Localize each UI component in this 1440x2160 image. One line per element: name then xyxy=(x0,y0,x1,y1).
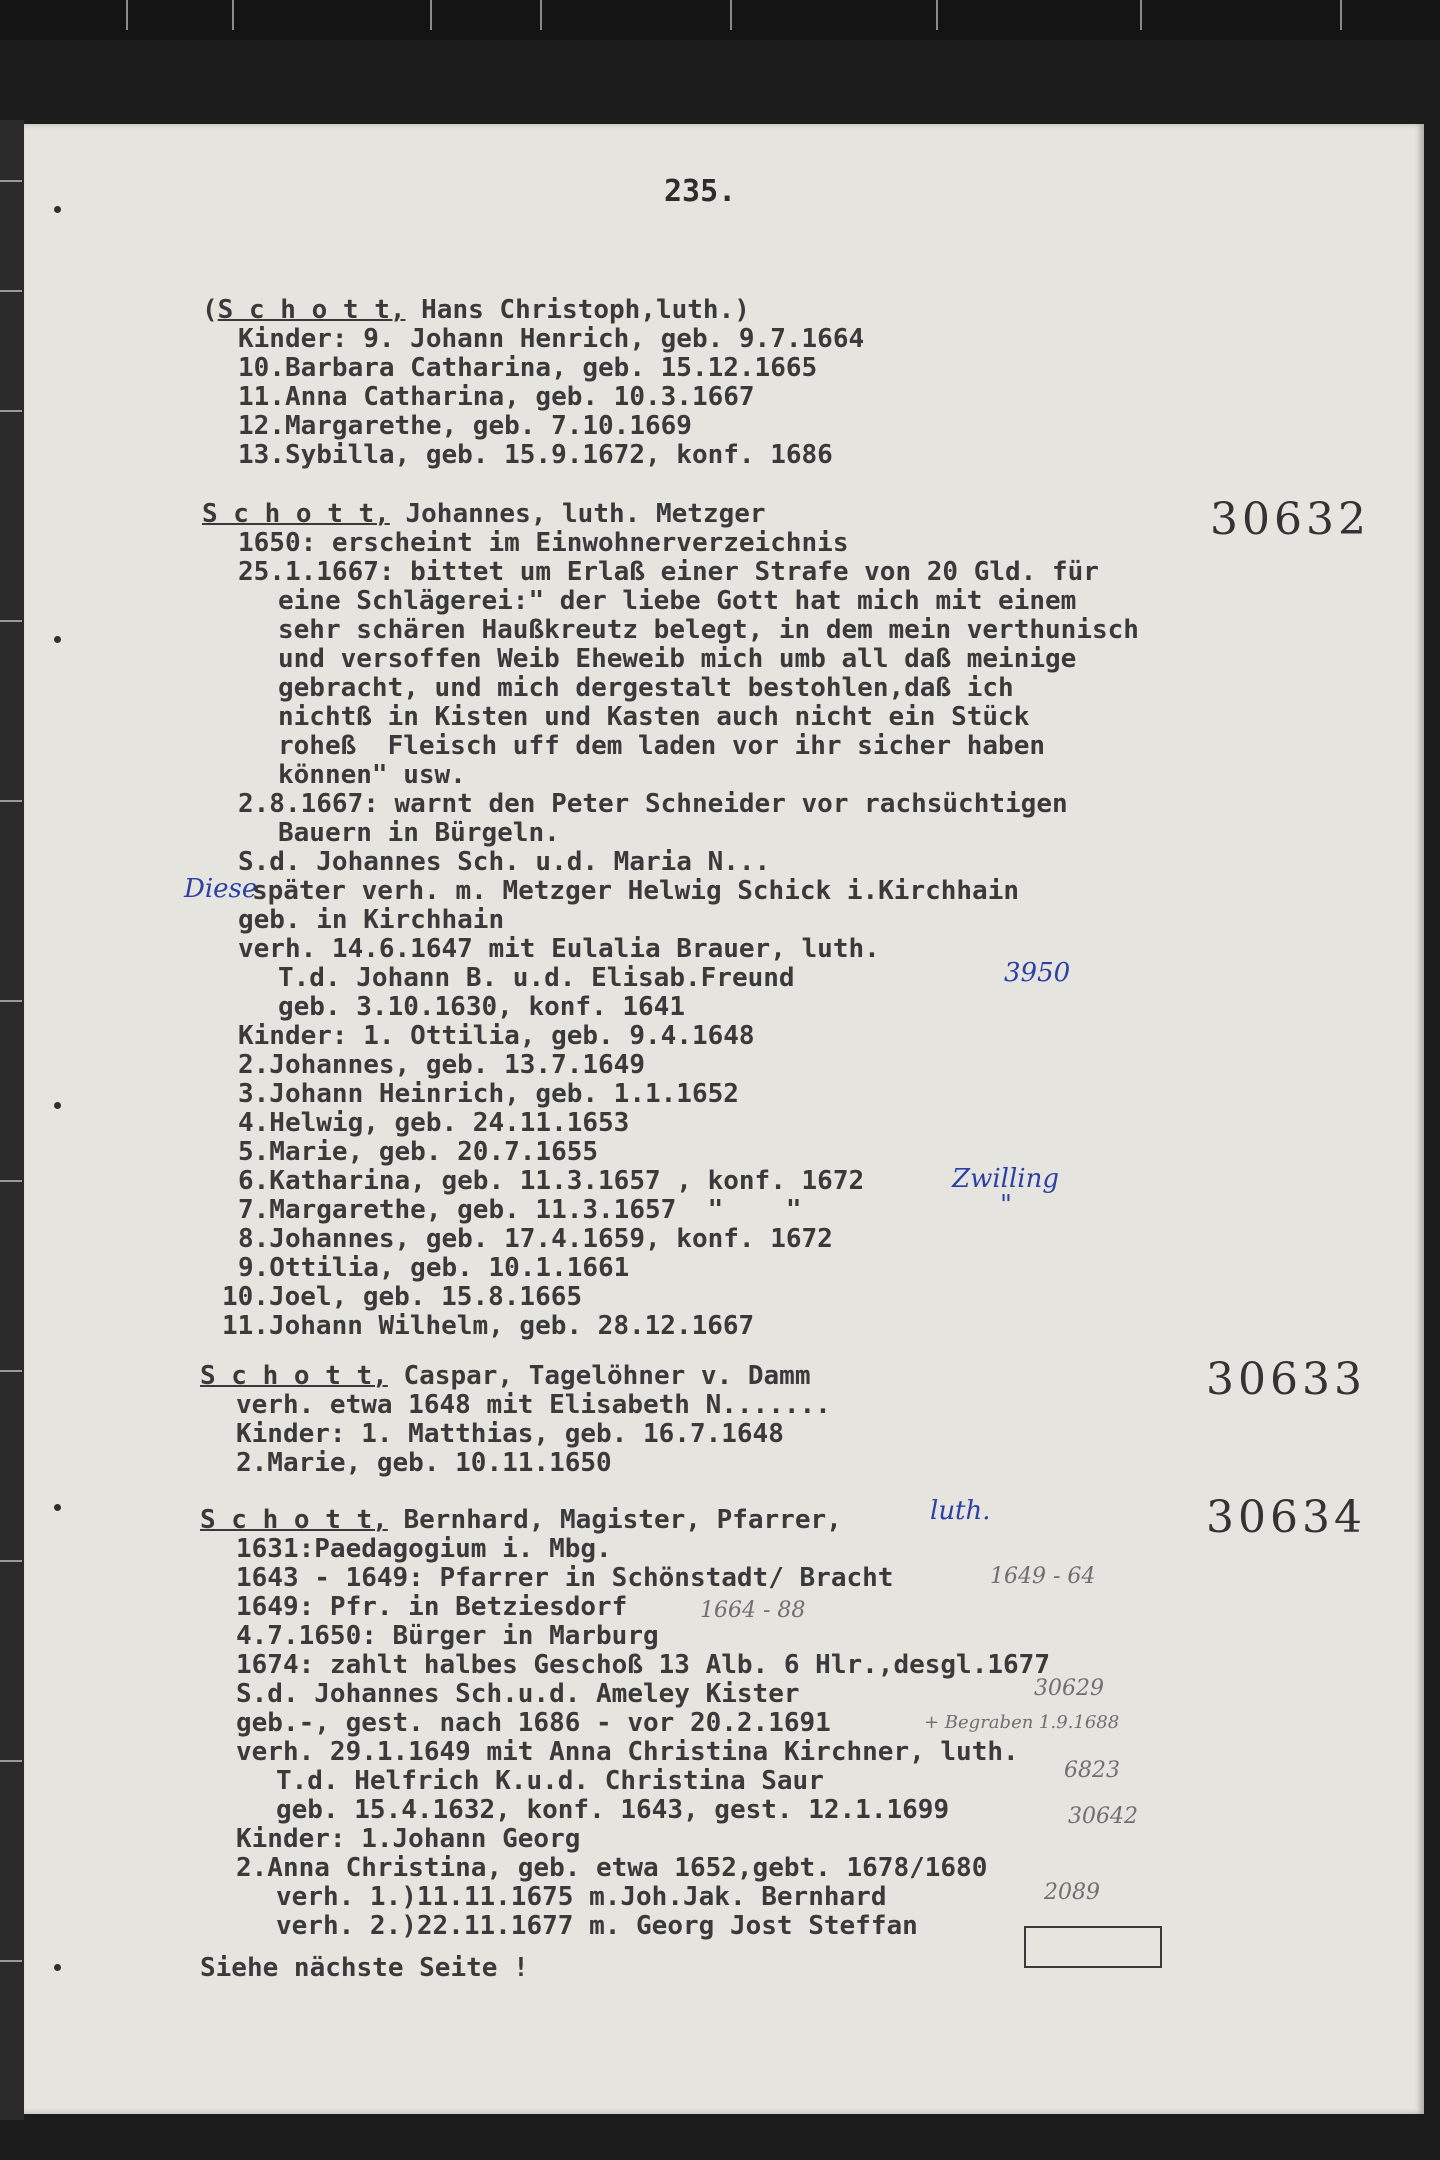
punch-hole xyxy=(54,1504,61,1511)
surname: S c h o t t, xyxy=(200,1361,388,1391)
film-left-edge xyxy=(0,120,24,2120)
entry-line: geb. 3.10.1630, konf. 1641 xyxy=(278,992,685,1022)
surname: S c h o t t, xyxy=(217,295,406,325)
entry-line: 9.Ottilia, geb. 10.1.1661 xyxy=(238,1253,630,1283)
entry-line: 6.Katharina, geb. 11.3.1657 , konf. 1672 xyxy=(238,1166,865,1196)
entry-line: verh. 2.)22.11.1677 m. Georg Jost Steffan xyxy=(276,1911,918,1941)
record-number: 30634 xyxy=(1206,1492,1366,1543)
entry-line: gebracht, und mich dergestalt bestohlen,daß ich xyxy=(278,673,1014,703)
entry-line: Kinder: 1. Matthias, geb. 16.7.1648 xyxy=(236,1419,784,1449)
entry-line: 12.Margarethe, geb. 7.10.1669 xyxy=(238,411,692,441)
entry-line: 7.Margarethe, geb. 11.3.1657 " " xyxy=(238,1195,802,1225)
punch-hole xyxy=(54,636,61,643)
entry-line: T.d. Helfrich K.u.d. Christina Saur xyxy=(276,1766,824,1796)
entry-heading: (S c h o t t, Hans Christoph,luth.) xyxy=(202,295,750,325)
entry-line: 2.8.1667: warnt den Peter Schneider vor rachsüchtigen xyxy=(238,789,1068,819)
entry-line: verh. 14.6.1647 mit Eulalia Brauer, luth. xyxy=(238,934,880,964)
handwritten-note: 30629 xyxy=(1034,1676,1104,1701)
entry-line: verh. etwa 1648 mit Elisabeth N....... xyxy=(236,1390,831,1420)
entry-line: 10.Joel, geb. 15.8.1665 xyxy=(222,1282,583,1312)
surname: S c h o t t, xyxy=(200,1505,388,1535)
film-top-strip xyxy=(0,0,1440,40)
entry-line: geb.-, gest. nach 1686 - vor 20.2.1691 xyxy=(236,1708,831,1738)
entry-line: später verh. m. Metzger Helwig Schick i.Kirchhain xyxy=(252,876,1020,906)
entry-heading: S c h o t t, Bernhard, Magister, Pfarrer, xyxy=(200,1505,842,1535)
handwritten-note: Zwilling xyxy=(952,1164,1059,1194)
record-number: 30632 xyxy=(1210,494,1370,545)
surname: S c h o t t, xyxy=(202,499,390,529)
entry-line: und versoffen Weib Eheweib mich umb all daß meinige xyxy=(278,644,1077,674)
document-page xyxy=(24,124,1424,2114)
punch-hole xyxy=(54,1964,61,1971)
entry-line: 2.Johannes, geb. 13.7.1649 xyxy=(238,1050,645,1080)
entry-line: 4.Helwig, geb. 24.11.1653 xyxy=(238,1108,630,1138)
entry-line: S.d. Johannes Sch.u.d. Ameley Kister xyxy=(236,1679,800,1709)
handwritten-note: 1664 - 88 xyxy=(700,1598,806,1623)
entry-line: 2.Anna Christina, geb. etwa 1652,gebt. 1678/1680 xyxy=(236,1853,988,1883)
handwritten-note: + Begraben 1.9.1688 xyxy=(924,1712,1120,1733)
entry-line: 1649: Pfr. in Betziesdorf xyxy=(236,1592,628,1622)
handwritten-note: luth. xyxy=(930,1496,991,1526)
entry-line: roheß Fleisch uff dem laden vor ihr sicher haben xyxy=(278,731,1046,761)
entry-line: Bauern in Bürgeln. xyxy=(278,818,560,848)
handwritten-note: " xyxy=(1000,1190,1012,1220)
entry-line: 1631:Paedagogium i. Mbg. xyxy=(236,1534,612,1564)
entry-line: 1674: zahlt halbes Geschoß 13 Alb. 6 Hlr.,desgl.1677 xyxy=(236,1650,1050,1680)
page-number: 235. xyxy=(664,174,737,209)
handwritten-note: 1649 - 64 xyxy=(990,1564,1096,1589)
entry-line: T.d. Johann B. u.d. Elisab.Freund xyxy=(278,963,795,993)
entry-line: 11.Anna Catharina, geb. 10.3.1667 xyxy=(238,382,755,412)
entry-line: 5.Marie, geb. 20.7.1655 xyxy=(238,1137,599,1167)
entry-line: geb. in Kirchhain xyxy=(238,905,505,935)
punch-hole xyxy=(54,1102,61,1109)
entry-line: verh. 29.1.1649 mit Anna Christina Kirchner, luth. xyxy=(236,1737,1019,1767)
entry-line: 1643 - 1649: Pfarrer in Schönstadt/ Bracht xyxy=(236,1563,894,1593)
entry-line: 3.Johann Heinrich, geb. 1.1.1652 xyxy=(238,1079,739,1109)
entry-line: 13.Sybilla, geb. 15.9.1672, konf. 1686 xyxy=(238,440,833,470)
entry-line: S.d. Johannes Sch. u.d. Maria N... xyxy=(238,847,771,877)
entry-line: 25.1.1667: bittet um Erlaß einer Strafe von 20 Gld. für xyxy=(238,557,1099,587)
entry-line: geb. 15.4.1632, konf. 1643, gest. 12.1.1699 xyxy=(276,1795,950,1825)
entry-heading: S c h o t t, Johannes, luth. Metzger xyxy=(202,499,766,529)
entry-line: sehr schären Haußkreutz belegt, in dem mein verthunisch xyxy=(278,615,1139,645)
entry-line: 2.Marie, geb. 10.11.1650 xyxy=(236,1448,612,1478)
entry-line: 8.Johannes, geb. 17.4.1659, konf. 1672 xyxy=(238,1224,833,1254)
entry-line: 1650: erscheint im Einwohnerverzeichnis xyxy=(238,528,849,558)
entry-line: 4.7.1650: Bürger in Marburg xyxy=(236,1621,659,1651)
empty-stamp-box xyxy=(1024,1926,1162,1968)
entry-line: können" usw. xyxy=(278,760,466,790)
handwritten-note: 30642 xyxy=(1068,1804,1138,1829)
handwritten-note: 6823 xyxy=(1064,1758,1120,1783)
entry-line: eine Schlägerei:" der liebe Gott hat mich mit einem xyxy=(278,586,1077,616)
entry-heading: S c h o t t, Caspar, Tagelöhner v. Damm xyxy=(200,1361,811,1391)
handwritten-note: 3950 xyxy=(1004,958,1071,988)
handwritten-note: Diese xyxy=(184,874,258,904)
entry-line: Kinder: 1.Johann Georg xyxy=(236,1824,581,1854)
footer-note: Siehe nächste Seite ! xyxy=(200,1953,529,1983)
handwritten-note: 2089 xyxy=(1044,1880,1100,1905)
record-number: 30633 xyxy=(1206,1354,1366,1405)
entry-line: verh. 1.)11.11.1675 m.Joh.Jak. Bernhard xyxy=(276,1882,887,1912)
entry-line: nichtß in Kisten und Kasten auch nicht ein Stück xyxy=(278,702,1030,732)
entry-line: 11.Johann Wilhelm, geb. 28.12.1667 xyxy=(222,1311,755,1341)
entry-line: Kinder: 1. Ottilia, geb. 9.4.1648 xyxy=(238,1021,755,1051)
entry-line: Kinder: 9. Johann Henrich, geb. 9.7.1664 xyxy=(238,324,865,354)
entry-line: 10.Barbara Catharina, geb. 15.12.1665 xyxy=(238,353,818,383)
punch-hole xyxy=(54,206,61,213)
